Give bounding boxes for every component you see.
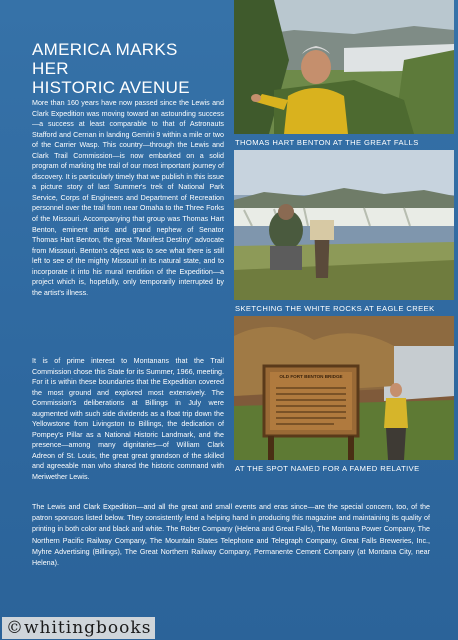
photo-fort-benton-sign xyxy=(234,316,454,460)
photo-benton-great-falls xyxy=(234,0,454,134)
title-line-2: HER xyxy=(32,59,69,78)
fort-benton-sign-title: OLD FORT BENTON BRIDGE xyxy=(279,374,343,379)
photo-white-rocks xyxy=(234,150,454,300)
article-paragraph-1: More than 160 years have now passed since the Lewis and Clark Expedition was moving toward an astounding success—a success at least comparable to that of Astronauts Stafford and Cernan in landing Gemini 9 within a mile or two of the Carrier Wasp. This country—through the Lewis and Clark Trail Commission—is now embarked on a solid program of marking the trail of our most important journey of discovery. It is particularly timely that we publish in this issue a picture story of last Summer's trek of National Park Service, Corps of Engineers and Department of Recreation personnel over the trail from near Omaha to the Three Forks of the Missouri. Accompanying that group was Thomas Hart Benton, eminent artist and grand nephew of Senator Thomas Hart Benton, the great "Manifest Destiny" advocate from Missouri. Benton's object was to see what there is still left to see of the mighty Missouri in its natural state, and to incorporate it into his mural rendition of the Expedition—a project which is, hopefully, only temporarily interrupted by the artist's illness. xyxy=(32,99,224,297)
article-title xyxy=(32,40,222,97)
caption-photo-3: AT THE SPOT NAMED FOR A FAMED RELATIVE xyxy=(235,464,420,473)
photo-white-rocks-image xyxy=(234,150,454,300)
caption-photo-1: THOMAS HART BENTON AT THE GREAT FALLS xyxy=(235,138,419,147)
title-line-1: AMERICA MARKS xyxy=(32,40,178,59)
title-line-3: HISTORIC AVENUE xyxy=(32,78,190,97)
photo-fort-benton-sign-image xyxy=(234,316,454,460)
watermark-whitingbooks: ©whitingbooks xyxy=(2,617,155,639)
caption-photo-2: SKETCHING THE WHITE ROCKS AT EAGLE CREEK xyxy=(235,304,435,313)
photo-benton-great-falls-image xyxy=(234,0,454,134)
article-paragraph-2: It is of prime interest to Montanans that the Trail Commission chose this State for its Summer, 1966, meeting. For it is within these boundaries that the Expedition covered the most ground and explored most extensively. The Commission's deliberations at Billings in July were augmented with such side dividends as a float trip down the Yellowstone from Livingston to Billings, the dedication of Pompey's Pillar as a National Historic Landmark, and the presence—among many dignitaries—of William Clark Adreon of St. Louis, the great great grandson of the skilled and agreeable man who shared the historic command with Meriwether Lewis. xyxy=(32,357,224,482)
sponsors-paragraph: The Lewis and Clark Expedition—and all the great and small events and eras since—are the special concern, too, of the patron sponsors listed below. They consistently lend a helping hand in producing this magazine and maintaining its quality of printing in both color and black and white. The Rober Company (Helena and Great Falls), The Montana Power Company, The Northern Pacific Railway Company, The Mountain States Telephone and Telegraph Company, Great Falls Breweries, Inc., Myhre Advertising (Billings), The Great Northern Railway Company, Permanente Cement Company (at Montana City, near Helena). xyxy=(32,503,430,568)
